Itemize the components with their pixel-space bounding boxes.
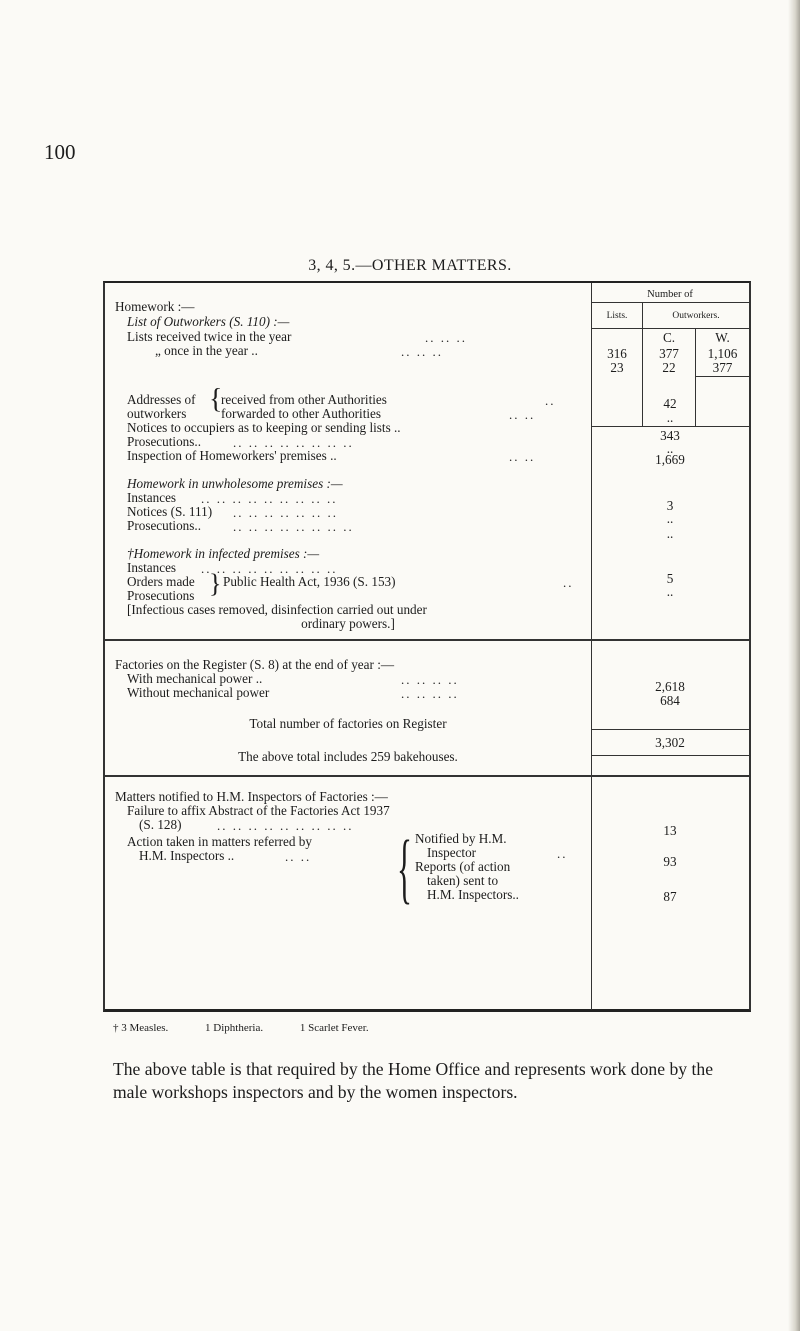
leader-dots: .. [557,846,568,861]
failure-line2: (S. 128) [139,817,182,832]
unwholesome-notices-value: .. [666,511,674,526]
leader-dots: .. .. [285,849,312,864]
footnote-scarlet-fever: 1 Scarlet Fever. [299,1022,369,1034]
matters-title: Matters notified to H.M. Inspectors of Factories :— [115,789,388,804]
public-health-act-label: Public Health Act, 1936 (S. 153) [223,574,396,589]
infected-instances-value: 5 [666,571,674,586]
once-lists-value: 23 [610,360,624,375]
lists-once-label: „ once in the year .. [155,343,258,358]
leader-dots: .. .. .. .. .. .. .. .. .. [201,561,338,576]
w-underline [695,376,749,377]
unwholesome-prosecutions-label: Prosecutions.. [127,518,201,533]
page-edge-shadow [788,0,800,1331]
notified-line1: Notified by H.M. [415,831,507,846]
twice-c-value: 377 [659,346,679,361]
with-power-label: With mechanical power .. [127,671,263,686]
unwholesome-title: Homework in unwholesome premises :— [127,476,343,491]
twice-lists-value: 316 [607,346,627,361]
header-lists: Lists. [606,311,628,321]
notified-value: 93 [663,854,677,869]
leader-dots: .. .. .. .. .. .. .. .. .. [201,491,338,506]
addresses-prosecutions-value: .. [666,441,674,456]
header-rule-2 [591,328,749,329]
brace-addresses: { [209,384,223,415]
infected-instances-label: Instances [127,560,177,575]
infected-note-line1: [Infectious cases removed, disinfection carried out under [127,602,427,617]
unwholesome-instances-value: 3 [666,498,674,513]
brace-infected: } [209,569,222,598]
failure-line1: Failure to affix Abstract of the Factories Act 1937 [127,803,390,818]
total-factories-label: Total number of factories on Register [249,716,447,731]
with-power-value: 2,618 [655,679,685,694]
addresses-received-value: 42 [663,396,677,411]
leader-dots: .. .. .. .. [401,686,459,701]
notices-lists-label: Notices to occupiers as to keeping or sending lists .. [127,420,401,435]
leader-dots: .. [545,393,556,408]
leader-dots: .. .. .. [401,344,443,359]
leader-dots: .. .. .. .. .. .. .. .. [233,435,354,450]
header-rule [591,302,749,303]
reports-line1: Reports (of action [415,859,511,874]
header-c: C. [662,330,676,345]
total-factories-value: 3,302 [655,735,685,750]
leader-dots: .. .. .. [425,330,467,345]
inspection-label: Inspection of Homeworkers' premises .. [127,448,337,463]
failure-value: 13 [663,823,677,838]
total-rule [591,729,749,730]
header-outworkers: Outworkers. [672,311,720,321]
total-rule-2 [591,755,749,756]
section-heading: 3, 4, 5.—OTHER MATTERS. [308,257,512,274]
closing-paragraph: The above table is that required by the Home Office and represents work done by the male workshops inspectors and by the women inspectors. [113,1059,713,1102]
addresses-received-label: received from other Authorities [221,392,387,407]
infected-prosecutions-label: Prosecutions [127,588,195,603]
addresses-forwarded-label: forwarded to other Authorities [221,406,382,421]
header-number-of: Number of [647,289,693,300]
addresses-prosecutions-label: Prosecutions.. [127,434,201,449]
once-w-value: 377 [712,360,733,375]
unwholesome-instances-label: Instances [127,490,177,505]
reports-value: 87 [663,889,677,904]
twice-w-value: 1,106 [707,346,738,361]
footnote-diphtheria: 1 Diphtheria. [205,1022,264,1034]
action-line1: Action taken in matters referred by [127,834,312,849]
notified-line2: Inspector [427,845,477,860]
action-line2: H.M. Inspectors .. [139,848,235,863]
homework-title: Homework :— [115,299,195,314]
page-number: 100 [44,140,76,164]
leader-dots: .. .. .. .. .. .. .. .. [233,519,354,534]
outworkers-block-rule [591,426,749,427]
leader-dots: .. .. .. .. .. .. .. .. .. [217,818,354,833]
lists-twice-label: Lists received twice in the year [127,329,292,344]
section-rule-2 [105,775,749,777]
footnote [113,1022,403,1034]
leader-dots: .. .. [509,407,536,422]
reports-line3: H.M. Inspectors.. [427,887,519,902]
leader-dots: .. .. [509,449,536,464]
dagger-mark: † [127,546,134,561]
reports-line2: taken) sent to [427,873,499,888]
section-rule-1 [105,639,749,641]
statistics-table [103,281,751,1012]
header-w: W. [715,330,730,345]
infected-orders-value: .. [666,584,674,599]
infected-orders-label: Orders made [127,574,195,589]
addresses-outworkers: outworkers [127,406,187,421]
without-power-label: Without mechanical power [127,685,270,700]
brace-action: { [397,824,412,911]
outworkers-list-subtitle: List of Outworkers (S. 110) :— [127,314,290,329]
bakehouses-note: The above total includes 259 bakehouses. [238,749,458,764]
infected-title: Homework in infected premises :— [133,546,320,561]
once-c-value: 22 [662,360,676,375]
inspection-value: 1,669 [655,452,685,467]
leader-dots: .. .. .. .. .. .. .. [233,505,338,520]
without-power-value: 684 [660,693,680,708]
unwholesome-notices-label: Notices (S. 111) [127,504,213,519]
notices-lists-value: 343 [660,428,680,443]
addresses-forwarded-value: .. [666,410,674,425]
factories-title: Factories on the Register (S. 8) at the end of year :— [115,657,395,672]
unwholesome-prosecutions-value: .. [666,526,674,541]
footnote-measles: † 3 Measles. [113,1022,169,1034]
addresses-lead: Addresses of [127,392,196,407]
leader-dots: .. .. .. .. [401,672,459,687]
infected-note-line2: ordinary powers.] [301,616,395,631]
leader-dots: .. [563,575,574,590]
